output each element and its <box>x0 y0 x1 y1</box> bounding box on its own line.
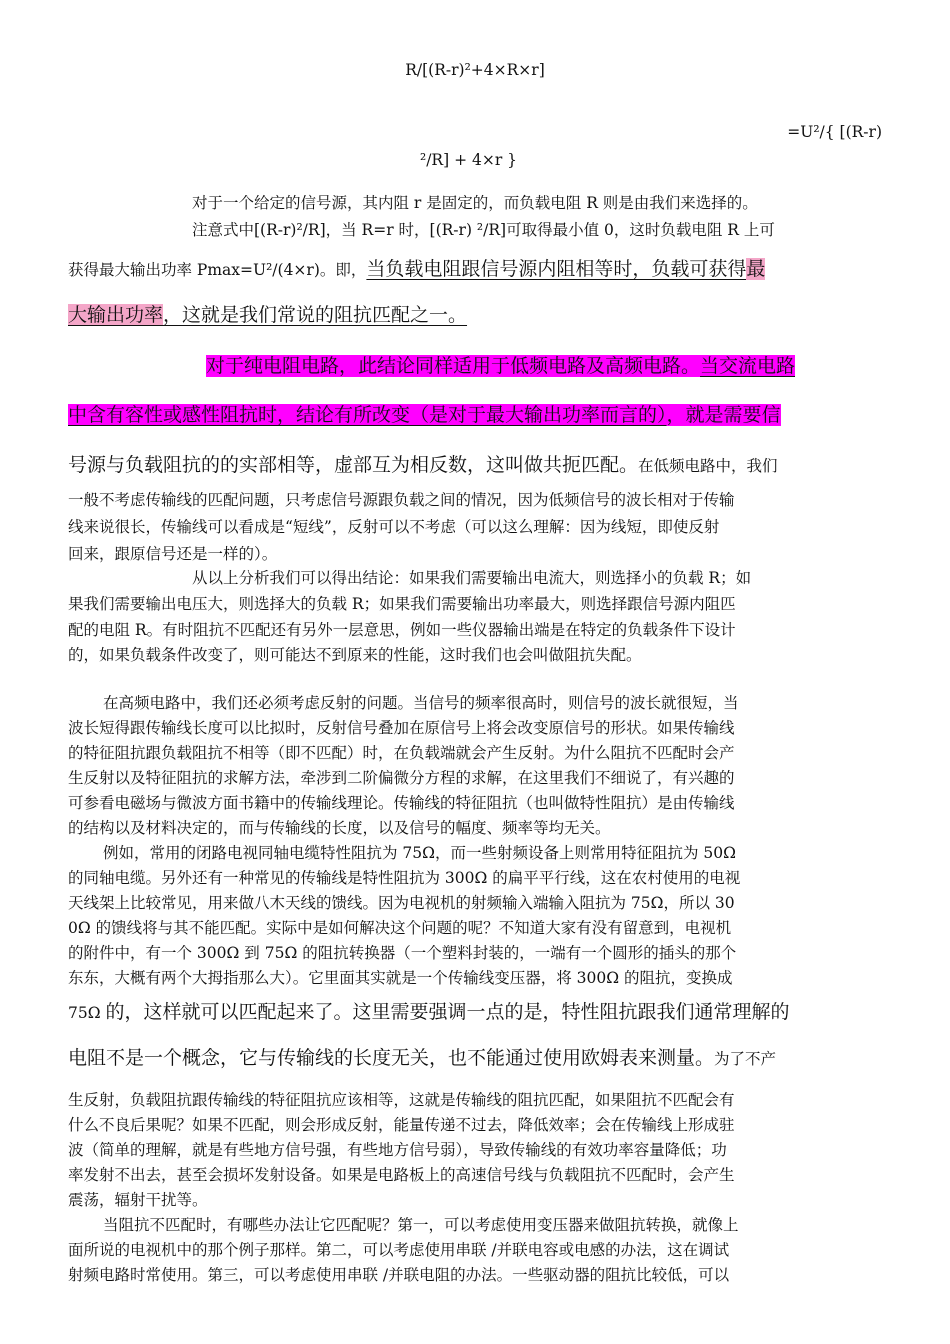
p5-line-13: 震荡，辐射干扰等。 <box>68 1191 208 1209</box>
p1-line-2: 注意式中[(R-r)²/R]，当 R=r 时，[(R-r) ²/R]可取得最小值 0，这时负载电阻 R 上可 <box>192 221 775 239</box>
p4-line-1: 在高频电路中，我们还必须考虑反射的问题。当信号的频率很高时，则信号的波长就很短，当 <box>103 694 739 712</box>
p1-line-3-c: 最 <box>746 258 766 280</box>
p5-line-5: 的附件中，有一个 300Ω 到 75Ω 的阻抗转换器（一个塑料封装的，一端有一个圆形的插头的那个 <box>68 944 737 962</box>
p2-line-1 <box>206 354 795 378</box>
p2-line-4: 一般不考虑传输线的匹配问题，只考虑信号源跟负载之间的情况，因为低频信号的波长相对于传输 <box>68 491 735 509</box>
p3-line-4: 的，如果负载条件改变了，则可能达不到原来的性能，这时我们也会叫做阻抗失配。 <box>68 646 642 664</box>
p5-line-8-b: 为了不产 <box>714 1050 777 1068</box>
p5-line-8 <box>68 1046 776 1070</box>
p5-line-4: 0Ω 的馈线将与其不能匹配。实际中是如何解决这个问题的呢？不知道大家有没有留意到，电视机 <box>68 919 732 937</box>
p1-line-3-a: 获得最大输出功率 Pmax=U²/(4×r)。即， <box>68 261 367 279</box>
formula-line-2: =U²/{ [(R-r) <box>787 123 882 141</box>
p2-line-2-a: 中含有容性或感性阻抗时，结论有所改变（是对于最大输出功率而言的） <box>68 404 667 426</box>
p2-line-1-a: 对于纯电阻电路，此结论同样适用于低频电路及高频电路。 <box>206 355 701 377</box>
p5-line-8-a: 电阻不是一个概念，它与传输线的长度无关，也不能通过使用欧姆表来测量。 <box>68 1047 715 1069</box>
p5-line-7 <box>68 1000 790 1024</box>
p1-line-4 <box>68 303 467 327</box>
p3-line-2: 果我们需要输出电压大，则选择大的负载 R；如果我们需要输出功率最大，则选择跟信号源内阻匹 <box>68 595 736 613</box>
p2-line-5: 线来说很长，传输线可以看成是“短线”，反射可以不考虑（可以这么理解：因为线短，即使反射 <box>68 518 720 536</box>
p2-line-3-b: 在低频电路中，我们 <box>638 457 778 475</box>
p1-line-1: 对于一个给定的信号源，其内阻 r 是固定的，而负载电阻 R 则是由我们来选择的。 <box>192 194 758 212</box>
p2-line-2 <box>68 403 781 427</box>
p1-line-3 <box>68 257 765 281</box>
p4-line-6: 的结构以及材料决定的，而与传输线的长度，以及信号的幅度、频率等均无关。 <box>68 819 611 837</box>
p5-line-3: 天线架上比较常见，用来做八木天线的馈线。因为电视机的射频输入端输入阻抗为 75Ω，所以 30 <box>68 894 735 912</box>
p5-line-10: 什么不良后果呢？如果不匹配，则会形成反射，能量传递不过去，降低效率；会在传输线上形成驻 <box>68 1116 735 1134</box>
p2-line-2-b: ，就是需要信 <box>666 404 781 426</box>
p1-line-4-b: ，这就是我们常说的阻抗匹配之一。 <box>163 304 468 326</box>
p6-line-1: 当阻抗不匹配时，有哪些办法让它匹配呢？第一，可以考虑使用变压器来做阻抗转换，就像上 <box>103 1216 739 1234</box>
p2-line-6: 回来，跟原信号还是一样的）。 <box>68 545 278 563</box>
p3-line-3: 配的电阻 R。有时阻抗不匹配还有另外一层意思，例如一些仪器输出端是在特定的负载条件下设计 <box>68 621 736 639</box>
p5-line-9: 生反射，负载阻抗跟传输线的特征阻抗应该相等，这就是传输线的阻抗匹配，如果阻抗不匹配会有 <box>68 1091 735 1109</box>
p5-line-1: 例如，常用的闭路电视同轴电缆特性阻抗为 75Ω，而一些射频设备上则常用特征阻抗为 50Ω <box>103 844 737 862</box>
p2-line-1-b: 当交流电路 <box>700 355 796 377</box>
p3-line-1: 从以上分析我们可以得出结论：如果我们需要输出电流大，则选择小的负载 R；如 <box>192 569 752 587</box>
p6-line-3: 射频电路时常使用。第三，可以考虑使用串联 /并联电阻的办法。一些驱动器的阻抗比较低，可以 <box>68 1266 730 1284</box>
p5-line-6: 东东，大概有两个大拇指那么大）。它里面其实就是一个传输线变压器，将 300Ω 的阻抗，变换成 <box>68 969 733 987</box>
p4-line-4: 生反射以及特征阻抗的求解方法，牵涉到二阶偏微分方程的求解，在这里我们不细说了，有兴趣的 <box>68 769 735 787</box>
p4-line-5: 可参看电磁场与微波方面书籍中的传输线理论。传输线的特征阻抗（也叫做特性阻抗）是由传输线 <box>68 794 735 812</box>
p5-line-2: 的同轴电缆。另外还有一种常见的传输线是特性阻抗为 300Ω 的扁平平行线，这在农村使用的电视 <box>68 869 741 887</box>
p1-line-4-a: 大输出功率 <box>68 304 164 326</box>
p2-line-3-a: 号源与负载阻抗的的实部相等，虚部互为相反数，这叫做共扼匹配。 <box>68 454 639 476</box>
p1-line-3-b: 当负载电阻跟信号源内阻相等时，负载可获得 <box>366 258 747 280</box>
p5-line-7-b: 的，这样就可以匹配起来了。这里需要强调一点的是，特性阻抗跟我们通常理解的 <box>105 1001 790 1023</box>
formula-line-3: ²/R] + 4×r } <box>420 151 518 169</box>
p4-line-2: 波长短得跟传输线长度可以比拟时，反射信号叠加在原信号上将会改变原信号的形状。如果传输线 <box>68 719 735 737</box>
p2-line-3 <box>68 453 778 477</box>
p5-line-7-a: 75Ω <box>68 1004 106 1022</box>
p6-line-2: 面所说的电视机中的那个例子那样。第二，可以考虑使用串联 /并联电容或电感的办法，这在调试 <box>68 1241 730 1259</box>
formula-line-1: R/[(R-r)²+4×R×r] <box>405 61 545 79</box>
p5-line-12: 率发射不出去，甚至会损坏发射设备。如果是电路板上的高速信号线与负载阻抗不匹配时，会产生 <box>68 1166 735 1184</box>
p4-line-3: 的特征阻抗跟负载阻抗不相等（即不匹配）时，在负载端就会产生反射。为什么阻抗不匹配时会产 <box>68 744 735 762</box>
p5-line-11: 波（简单的理解，就是有些地方信号强，有些地方信号弱），导致传输线的有效功率容量降低；功 <box>68 1141 727 1159</box>
